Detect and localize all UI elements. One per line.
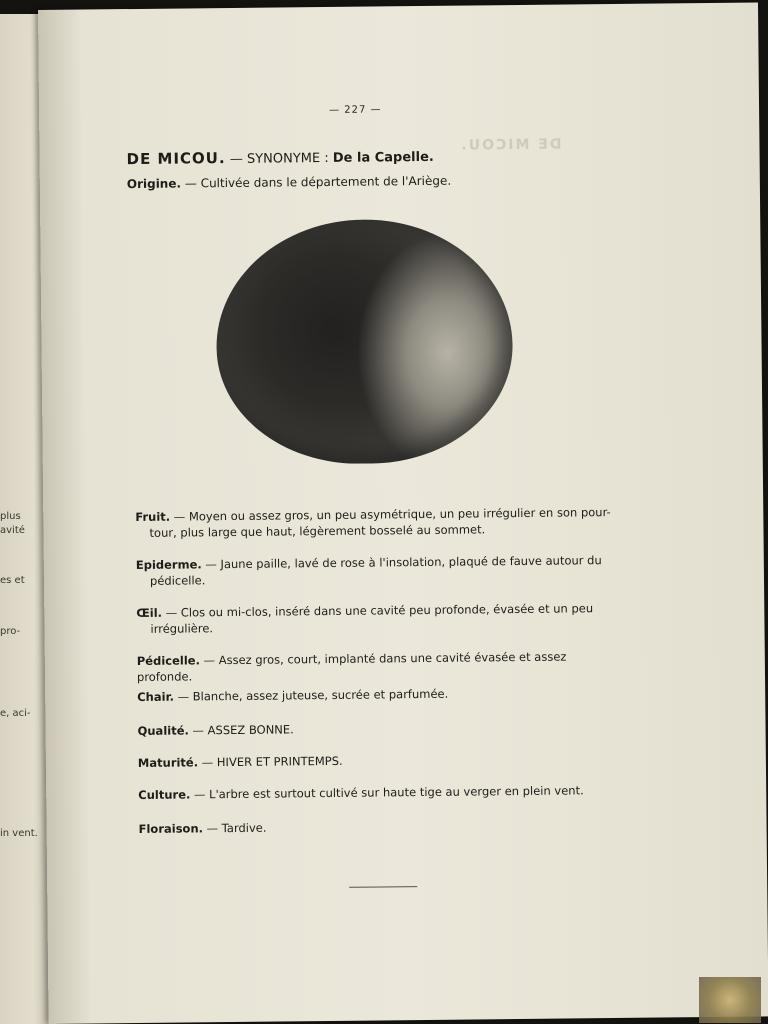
description-qualite [137, 718, 617, 739]
book-page [38, 2, 768, 1023]
description-label: Epiderme. [135, 557, 202, 573]
left-page-fragment: avité [0, 525, 25, 536]
description-label: Qualité. [137, 723, 189, 738]
left-page-fragment: in vent. [0, 828, 38, 839]
description-floraison [138, 816, 618, 837]
description-chair [137, 684, 617, 705]
page-number: — 227 — [329, 104, 382, 116]
left-page-fragment: e, aci- [0, 708, 31, 719]
origin-text: — Cultivée dans le département de l'Ariège. [184, 173, 452, 191]
description-oeil [136, 600, 616, 637]
description-culture [138, 782, 618, 803]
description-text: — Moyen ou assez gros, un peu asymétrique, un peu irrégulier en son pour- [173, 505, 611, 524]
description-epiderme [136, 552, 616, 589]
description-text: — Tardive. [206, 820, 267, 836]
description-text: — Clos ou mi-clos, inséré dans une cavité peu profonde, évasée et un peu [165, 601, 594, 620]
left-page-fragment: plus [0, 511, 21, 522]
origin-line [127, 174, 451, 191]
synonym-value: De la Capelle. [332, 149, 434, 166]
description-fruit [135, 504, 615, 541]
description-label: Œil. [136, 605, 163, 621]
origin-label: Origine. [126, 176, 182, 192]
description-label: Floraison. [138, 821, 204, 836]
description-label: Pédicelle. [136, 653, 200, 669]
description-text: — Blanche, assez juteuse, sucrée et parfumée. [177, 686, 449, 704]
variety-name: DE MICOU. [126, 149, 226, 169]
description-list [135, 504, 615, 836]
thumbnail-image [699, 977, 761, 1023]
synonym-label: — SYNONYME : [229, 150, 329, 167]
description-maturite [138, 750, 618, 771]
variety-title [126, 147, 433, 168]
description-label: Culture. [138, 787, 191, 802]
apple-photograph [215, 218, 514, 465]
description-continuation: pédicelle. [149, 573, 206, 588]
description-label: Fruit. [135, 509, 171, 525]
left-page-fragment: es et [0, 575, 25, 586]
description-continuation: tour, plus large que haut, légèrement bosselé au sommet. [149, 522, 486, 540]
description-text: — HIVER ET PRINTEMPS. [201, 753, 343, 770]
end-rule [349, 886, 417, 888]
description-text: — Assez gros, court, implanté dans une cavité évasée et assez profonde. [136, 649, 567, 684]
description-text: — L'arbre est surtout cultivé sur haute tige au verger en plein vent. [193, 783, 584, 802]
description-continuation: irrégulière. [150, 621, 214, 636]
description-pedicelle [137, 648, 617, 685]
bleed-through-text: DE MICOU. [459, 136, 562, 154]
description-text: — Jaune paille, lavé de rose à l'insolation, plaqué de fauve autour du [205, 553, 602, 572]
left-page-fragment: pro- [0, 626, 21, 637]
description-label: Chair. [137, 689, 175, 704]
description-label: Maturité. [137, 755, 199, 770]
description-text: — ASSEZ BONNE. [192, 722, 294, 738]
